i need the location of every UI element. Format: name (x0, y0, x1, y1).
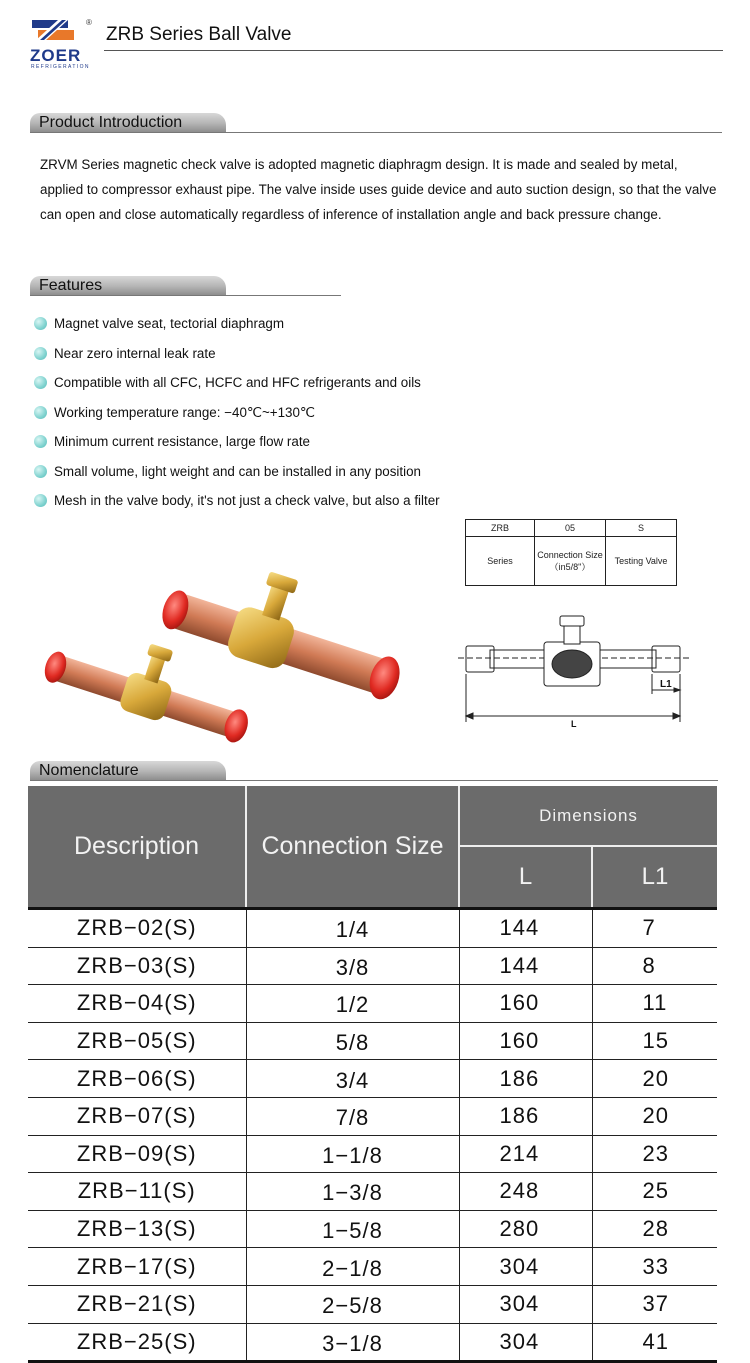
feature-item (34, 372, 440, 402)
cell-connection-size: 1/4 (246, 909, 459, 948)
cell-description: ZRB−17(S) (28, 1248, 246, 1286)
code-cell: S (606, 520, 677, 537)
cell-l1: 11 (592, 985, 717, 1023)
header-description: Description (28, 786, 246, 909)
cell-l: 304 (459, 1285, 592, 1323)
dim-l1-label: L1 (660, 679, 672, 690)
cell-l: 214 (459, 1135, 592, 1173)
cell-connection-size: 1/2 (246, 985, 459, 1023)
cell-connection-size: 3/4 (246, 1060, 459, 1098)
cell-description: ZRB−05(S) (28, 1022, 246, 1060)
zoer-logo (28, 16, 94, 70)
cell-description: ZRB−06(S) (28, 1060, 246, 1098)
table-row (28, 1060, 717, 1098)
brand-subtitle: REFRIGERATION (31, 64, 90, 70)
header-connection-size: Connection Size (246, 786, 459, 909)
table-row (28, 1248, 717, 1286)
feature-item (34, 461, 440, 491)
table-row (28, 1022, 717, 1060)
code-meaning-cell: Series (466, 537, 535, 586)
cell-connection-size: 1−1/8 (246, 1135, 459, 1173)
cell-l1: 28 (592, 1210, 717, 1248)
cell-description: ZRB−04(S) (28, 985, 246, 1023)
table-row (28, 985, 717, 1023)
section-rule (30, 780, 718, 781)
cell-l1: 8 (592, 947, 717, 985)
table-row (28, 1285, 717, 1323)
code-meaning-cell: Connection Size（in5/8"） (535, 537, 606, 586)
feature-text: Minimum current resistance, large flow rate (54, 434, 310, 449)
header-l: L (459, 846, 592, 909)
bullet-dot-icon (34, 376, 47, 389)
cell-l: 248 (459, 1173, 592, 1211)
section-title: Features (39, 277, 103, 294)
cell-l: 304 (459, 1323, 592, 1362)
page-title: ZRB Series Ball Valve (106, 24, 292, 45)
section-rule (30, 132, 722, 133)
cell-description: ZRB−11(S) (28, 1173, 246, 1211)
cell-l: 186 (459, 1097, 592, 1135)
cell-connection-size: 5/8 (246, 1022, 459, 1060)
cell-description: ZRB−25(S) (28, 1323, 246, 1362)
cell-l1: 15 (592, 1022, 717, 1060)
cell-l1: 7 (592, 909, 717, 948)
feature-item (34, 313, 440, 343)
cell-l1: 23 (592, 1135, 717, 1173)
cell-description: ZRB−02(S) (28, 909, 246, 948)
section-title: Product Introduction (39, 114, 183, 131)
table-row (28, 1210, 717, 1248)
cell-l: 144 (459, 947, 592, 985)
cell-l1: 25 (592, 1173, 717, 1211)
cell-connection-size: 7/8 (246, 1097, 459, 1135)
feature-text: Compatible with all CFC, HCFC and HFC refrigerants and oils (54, 375, 421, 390)
nomenclature-table (28, 786, 717, 1363)
bullet-dot-icon (34, 465, 47, 478)
cell-l: 160 (459, 1022, 592, 1060)
code-cell: 05 (535, 520, 606, 537)
registered-mark: ® (86, 18, 92, 27)
bullet-dot-icon (34, 317, 47, 330)
cell-l: 160 (459, 985, 592, 1023)
cell-l1: 41 (592, 1323, 717, 1362)
cell-l1: 37 (592, 1285, 717, 1323)
cell-connection-size: 1−5/8 (246, 1210, 459, 1248)
bullet-dot-icon (34, 406, 47, 419)
feature-item (34, 343, 440, 373)
table-row (28, 1173, 717, 1211)
valve-dimension-drawing (458, 612, 690, 734)
cell-connection-size: 2−1/8 (246, 1248, 459, 1286)
section-rule (30, 295, 341, 296)
intro-paragraph: ZRVM Series magnetic check valve is adopted magnetic diaphragm design. It is made and sealed by metal, applied to compressor exhaust pipe. The valve inside uses guide device and auto suction design, so that the valve can open and close automatically regardless of inference of installation angle and back pressure change. (40, 157, 717, 222)
cell-description: ZRB−09(S) (28, 1135, 246, 1173)
cell-description: ZRB−21(S) (28, 1285, 246, 1323)
cell-l1: 20 (592, 1097, 717, 1135)
cell-l: 280 (459, 1210, 592, 1248)
table-row (28, 1135, 717, 1173)
cell-l: 144 (459, 909, 592, 948)
feature-text: Working temperature range: −40℃~+130℃ (54, 404, 315, 420)
dim-l-label: L (571, 719, 577, 729)
feature-item (34, 490, 440, 520)
table-row (28, 1323, 717, 1362)
header-l1: L1 (592, 846, 717, 909)
cell-connection-size: 2−5/8 (246, 1285, 459, 1323)
feature-item (34, 431, 440, 461)
feature-text: Magnet valve seat, tectorial diaphragm (54, 316, 284, 331)
page-header (28, 16, 723, 72)
features-list (34, 313, 440, 520)
product-photo (30, 550, 420, 750)
header-dimensions: Dimensions (459, 786, 717, 846)
cell-l: 186 (459, 1060, 592, 1098)
cell-connection-size: 1−3/8 (246, 1173, 459, 1211)
cell-l: 304 (459, 1248, 592, 1286)
bullet-dot-icon (34, 494, 47, 507)
cell-connection-size: 3−1/8 (246, 1323, 459, 1362)
cell-description: ZRB−07(S) (28, 1097, 246, 1135)
table-row (28, 947, 717, 985)
feature-text: Near zero internal leak rate (54, 345, 216, 361)
section-title: Nomenclature (39, 762, 139, 779)
cell-description: ZRB−03(S) (28, 947, 246, 985)
bullet-dot-icon (34, 435, 47, 448)
cell-connection-size: 3/8 (246, 947, 459, 985)
title-divider (104, 50, 723, 51)
bullet-dot-icon (34, 347, 47, 360)
code-cell: ZRB (466, 520, 535, 537)
feature-text: Small volume, light weight and can be installed in any position (54, 463, 421, 479)
table-row (28, 1097, 717, 1135)
cell-l1: 33 (592, 1248, 717, 1286)
code-meaning-cell: Testing Valve (606, 537, 677, 586)
table-row (28, 909, 717, 948)
brand-name: ZOER (30, 46, 82, 65)
feature-text: Mesh in the valve body, it's not just a check valve, but also a filter (54, 493, 440, 508)
cell-description: ZRB−13(S) (28, 1210, 246, 1248)
model-code-table (465, 519, 677, 586)
cell-l1: 20 (592, 1060, 717, 1098)
feature-item (34, 402, 440, 432)
table-body (28, 909, 717, 1362)
